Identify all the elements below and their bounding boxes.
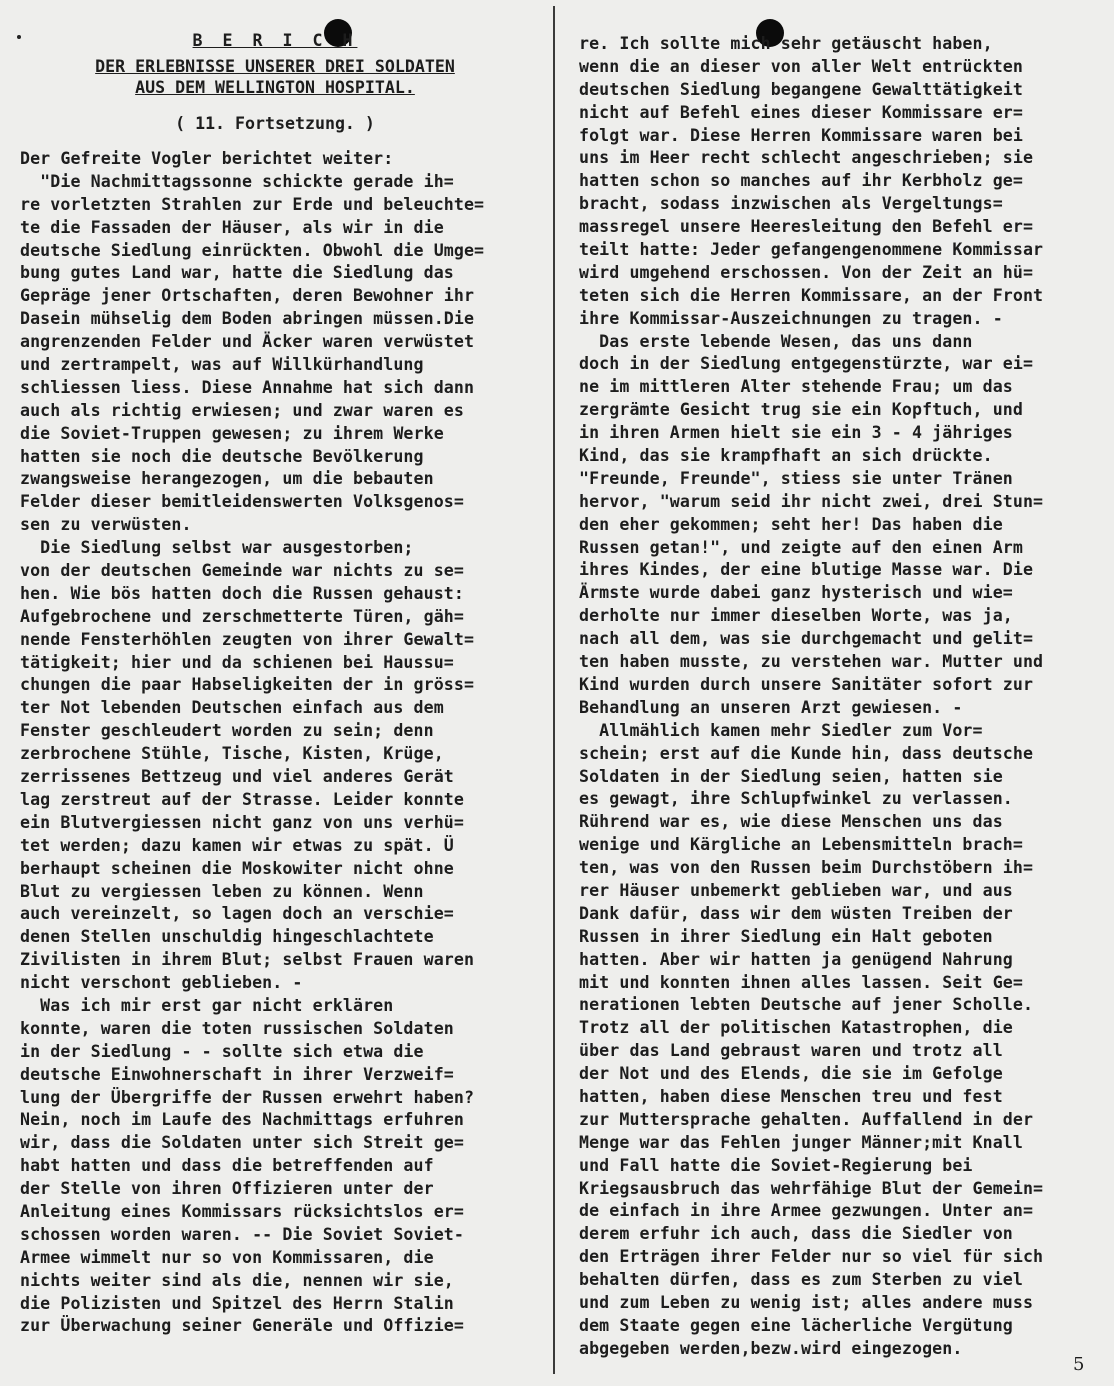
text-line: über das Land gebraust waren und trotz all xyxy=(579,1041,1003,1061)
text-line: nichts weiter sind als die, nennen wir sie, xyxy=(20,1270,454,1290)
text-line: ne im mittleren Alter stehende Frau; um das xyxy=(579,377,1013,397)
text-line: tätigkeit; hier und da schienen bei Haussu= xyxy=(20,652,454,672)
text-line: wir, dass die Soldaten unter sich Streit ge= xyxy=(20,1133,464,1153)
text-line: Felder dieser bemitleidenswerten Volksgenos= xyxy=(20,492,464,512)
text-line: massregel unsere Heeresleitung den Befehl er= xyxy=(579,217,1034,237)
text-line: hatten schon so manches auf ihr Kerbholz ge= xyxy=(579,171,1023,191)
text-line: dem Staate gegen eine lächerliche Vergütung xyxy=(579,1315,1013,1335)
text-line: Armee wimmelt nur so von Kommissaren, die xyxy=(20,1247,434,1267)
text-line: es gewagt, ihre Schlupfwinkel zu verlassen. xyxy=(579,789,1013,809)
text-line: die Polizisten und Spitzel des Herrn Stalin xyxy=(20,1293,454,1313)
text-line: Das erste lebende Wesen, das uns dann xyxy=(579,331,973,351)
text-line: hatten. Aber wir hatten ja genügend Nahrung xyxy=(579,949,1013,969)
text-line: Was ich mir erst gar nicht erklären xyxy=(20,995,394,1015)
text-line: ten haben musste, zu verstehen war. Mutter und xyxy=(579,652,1044,672)
text-line: folgt war. Diese Herren Kommissare waren bei xyxy=(579,125,1023,145)
text-line: Kind wurden durch unsere Sanitäter sofort zur xyxy=(579,674,1034,694)
text-line: ihres Kindes, der eine blutige Masse war. Die xyxy=(579,560,1034,580)
text-line: rer Häuser unbemerkt geblieben war, und aus xyxy=(579,880,1013,900)
text-line: in der Siedlung - - sollte sich etwa die xyxy=(20,1041,424,1061)
text-line: zerrissenes Bettzeug und viel anderes Gerät xyxy=(20,767,454,787)
text-line: derem erfuhr ich auch, dass die Siedler von xyxy=(579,1224,1013,1244)
text-line: den eher gekommen; seht her! Das haben die xyxy=(579,514,1003,534)
text-line: uns im Heer recht schlecht angeschrieben; sie xyxy=(579,148,1034,168)
text-line: hervor, "warum seid ihr nicht zwei, drei Stun= xyxy=(579,491,1044,511)
text-line: Behandlung an unseren Arzt gewiesen. - xyxy=(579,697,963,717)
text-line: tet werden; dazu kamen wir etwas zu spät. Ü xyxy=(20,835,454,855)
text-line: nende Fensterhöhlen zeugten von ihrer Gewalt= xyxy=(20,629,475,649)
text-line: re. Ich sollte mich sehr getäuscht haben, xyxy=(579,34,993,53)
text-line: zwangsweise herangezogen, um die bebauten xyxy=(20,469,434,489)
text-line: Der Gefreite Vogler berichtet weiter: xyxy=(20,149,394,168)
text-line: mit und konnten ihnen alles lassen. Seit Ge= xyxy=(579,972,1023,992)
text-line: der Stelle von ihren Offizieren unter der xyxy=(20,1179,434,1199)
text-line: Gepräge jener Ortschaften, deren Bewohner ihr xyxy=(20,286,475,306)
text-line: Dank dafür, dass wir dem wüsten Treiben der xyxy=(579,903,1013,923)
text-line: Soldaten in der Siedlung seien, hatten sie xyxy=(579,766,1003,786)
text-line: und zertrampelt, was auf Willkürhandlung xyxy=(20,355,424,375)
text-line: Russen in ihrer Siedlung ein Halt geboten xyxy=(579,926,993,946)
right-text-column xyxy=(579,33,1104,1361)
text-line: Menge war das Fehlen junger Männer;mit Knall xyxy=(579,1132,1023,1152)
text-line: teilt hatte: Jeder gefangengenommene Kommissar xyxy=(579,240,1044,260)
text-line: Fenster geschleudert worden zu sein; denn xyxy=(20,721,434,741)
text-line: Kriegsausbruch das wehrfähige Blut der Gemein= xyxy=(579,1178,1044,1198)
text-line: te die Fassaden der Häuser, als wir in die xyxy=(20,217,444,237)
text-line: und zum Leben zu wenig ist; alles andere muss xyxy=(579,1292,1034,1312)
text-line: habt hatten und dass die betreffenden auf xyxy=(20,1156,434,1176)
text-line: bracht, sodass inzwischen als Vergeltungs= xyxy=(579,194,1003,214)
text-line: Dasein mühselig dem Boden abringen müssen.Die xyxy=(20,309,475,329)
text-line: Ärmste wurde dabei ganz hysterisch und wie= xyxy=(579,583,1013,603)
page-number: 5 xyxy=(1073,1354,1085,1375)
text-line: deutsche Einwohnerschaft in ihrer Verzweif= xyxy=(20,1064,454,1084)
text-line: ten, was von den Russen beim Durchstöbern ih= xyxy=(579,858,1034,878)
text-line: zur Überwachung seiner Generäle und Offizie= xyxy=(20,1316,464,1336)
text-line: zur Muttersprache gehalten. Auffallend in der xyxy=(579,1109,1034,1129)
text-line: zergrämte Gesicht trug sie ein Kopftuch, und xyxy=(579,400,1023,420)
text-line: Allmählich kamen mehr Siedler zum Vor= xyxy=(579,720,983,740)
text-line: Kind, das sie krampfhaft an sich drückte. xyxy=(579,446,993,466)
text-line: Trotz all der politischen Katastrophen, die xyxy=(579,1018,1013,1038)
text-line: de einfach in ihre Armee gezwungen. Unter an= xyxy=(579,1201,1034,1221)
report-subtitle-line-2: AUS DEM WELLINGTON HOSPITAL. xyxy=(135,78,415,97)
text-line: Blut zu vergiessen leben zu können. Wenn xyxy=(20,881,424,901)
text-line: angrenzenden Felder und Äcker waren verwüstet xyxy=(20,332,475,352)
text-line: teten sich die Herren Kommissare, an der Front xyxy=(579,285,1044,305)
text-line: Nein, noch im Laufe des Nachmittags erfuhren xyxy=(20,1110,464,1130)
text-line: auch als richtig erwiesen; und zwar waren es xyxy=(20,400,464,420)
text-line: Die Siedlung selbst war ausgestorben; xyxy=(20,538,414,558)
text-line: berhaupt scheinen die Moskowiter nicht ohne xyxy=(20,858,454,878)
text-line: von der deutschen Gemeinde war nichts zu se= xyxy=(20,561,464,581)
text-line: abgegeben werden,bezw.wird eingezogen. xyxy=(579,1338,963,1358)
text-line: "Die Nachmittagssonne schickte gerade ih= xyxy=(20,171,454,191)
text-line: ter Not lebenden Deutschen einfach aus dem xyxy=(20,698,444,718)
text-line: nerationen lebten Deutsche auf jener Scholle. xyxy=(579,995,1034,1015)
text-line: in ihren Armen hielt sie ein 3 - 4 jähriges xyxy=(579,423,1013,443)
report-subtitle-line-1: DER ERLEBNISSE UNSERER DREI SOLDATEN xyxy=(95,57,455,76)
text-line: wenn die an dieser von aller Welt entrückten xyxy=(579,56,1023,76)
text-line: behalten dürfen, dass es zum Sterben zu viel xyxy=(579,1270,1023,1290)
text-line: konnte, waren die toten russischen Soldaten xyxy=(20,1018,454,1038)
column-divider xyxy=(553,6,555,1374)
text-line: den Erträgen ihrer Felder nur so viel für sich xyxy=(579,1247,1044,1267)
text-line: und Fall hatte die Soviet-Regierung bei xyxy=(579,1155,973,1175)
text-line: hen. Wie bös hatten doch die Russen gehaust: xyxy=(20,583,464,603)
text-line: schein; erst auf die Kunde hin, dass deutsche xyxy=(579,743,1034,763)
text-line: sen zu verwüsten. xyxy=(20,515,192,535)
text-line: denen Stellen unschuldig hingeschlachtete xyxy=(20,927,434,947)
text-line: doch in der Siedlung entgegenstürzte, war ei= xyxy=(579,354,1034,374)
text-line: Anleitung eines Kommissars rücksichtslos er= xyxy=(20,1201,464,1221)
text-line: Zivilisten in ihrem Blut; selbst Frauen waren xyxy=(20,950,475,970)
text-line: hatten, haben diese Menschen treu und fest xyxy=(579,1086,1003,1106)
text-line: ein Blutvergiessen nicht ganz von uns verhü= xyxy=(20,812,464,832)
text-line: nicht auf Befehl eines dieser Kommissare er= xyxy=(579,102,1023,122)
text-line: deutsche Siedlung einrückten. Obwohl die Umge= xyxy=(20,240,485,260)
text-line: re vorletzten Strahlen zur Erde und beleuchte= xyxy=(20,194,485,214)
text-line: auch vereinzelt, so lagen doch an verschie= xyxy=(20,904,454,924)
text-line: wenige und Kärgliche an Lebensmitteln brach= xyxy=(579,835,1023,855)
installment-label: ( 11. Fortsetzung. ) xyxy=(175,114,375,133)
text-line: derholte nur immer dieselben Worte, was ja, xyxy=(579,606,1013,626)
text-line: schliessen liess. Diese Annahme hat sich dann xyxy=(20,377,475,397)
text-line: die Soviet-Truppen gewesen; zu ihrem Werke xyxy=(20,423,444,443)
text-line: ihre Kommissar-Auszeichnungen zu tragen. - xyxy=(579,308,1003,328)
text-line: der Not und des Elends, die sie im Gefolge xyxy=(579,1064,1003,1084)
text-line: deutschen Siedlung begangene Gewalttätigkeit xyxy=(579,79,1023,99)
text-line: chungen die paar Habseligkeiten der in gröss= xyxy=(20,675,475,695)
text-line: lag zerstreut auf der Strasse. Leider konnte xyxy=(20,789,464,809)
text-line: "Freunde, Freunde", stiess sie unter Tränen xyxy=(579,468,1013,488)
report-title: B E R I C H xyxy=(192,31,358,50)
text-line: Russen getan!", und zeigte auf den einen Arm xyxy=(579,537,1023,557)
text-line: Rührend war es, wie diese Menschen uns das xyxy=(579,812,1003,832)
text-line: hatten sie noch die deutsche Bevölkerung xyxy=(20,446,424,466)
left-text-column xyxy=(20,148,545,1338)
text-line: lung der Übergriffe der Russen erwehrt haben? xyxy=(20,1087,475,1107)
text-line: wird umgehend erschossen. Von der Zeit an hü= xyxy=(579,262,1034,282)
text-line: schossen worden waren. -- Die Soviet Soviet- xyxy=(20,1224,464,1244)
text-line: Aufgebrochene und zerschmetterte Türen, gäh= xyxy=(20,606,464,626)
text-line: nach all dem, was sie durchgemacht und gelit= xyxy=(579,629,1034,649)
text-line: zerbrochene Stühle, Tische, Kisten, Krüge, xyxy=(20,744,444,764)
text-line: bung gutes Land war, hatte die Siedlung das xyxy=(20,263,454,283)
text-line: nicht verschont geblieben. - xyxy=(20,973,303,993)
